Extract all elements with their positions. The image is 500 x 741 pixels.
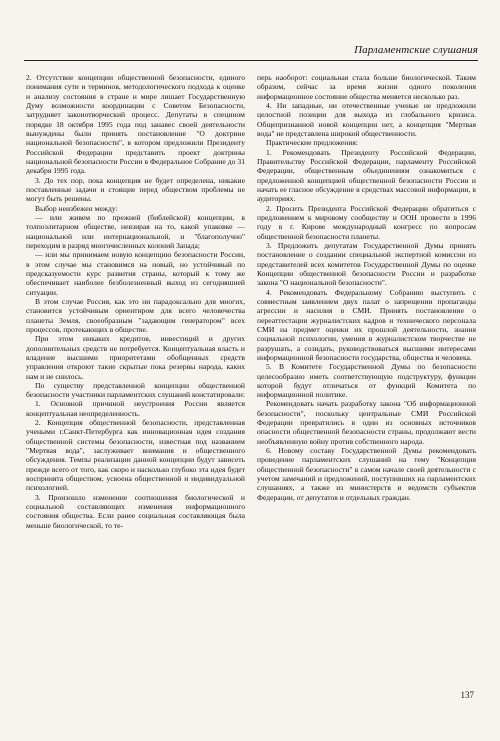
- right-column: [257, 73, 476, 678]
- header-rule: [24, 60, 478, 61]
- paragraph: 6. Новому составу Государственной Думы рекомендовать проведение парламентских слушаний на тему "Концепция общественной безопасности" в самом начале своей деятельности с учетом замечаний и предложений, поступивших на парламентских слушаниях, а также из министерств и ведомств субъектов Федерации, от депутатов и отдельных граждан.: [257, 446, 476, 502]
- paragraph: 5. В Комитете Государственной Думы по безопасности целесообразно иметь соответствующую подструктуру, функции которой будут отличаться от функций Комитета по информационной политике.: [257, 362, 476, 400]
- paragraph: Рекомендовать начать разработку закона "Об информационной безопасности", поскольку центральные СМИ Российской Федерации превратились в один из основных источников опасности общественной безопасности страны, продолжают вести необъявленную войну против собственного народа.: [257, 399, 476, 446]
- paragraph: 4. Ни западные, ни отечественные ученые не предложили целостной позиции для выхода из глобального кризиса. Общепризнанной новой концепции нет, а концепция "Мертвая вода" не представлена широкой общественности.: [257, 100, 476, 138]
- left-column: [26, 73, 245, 678]
- running-header-title: Парламентские слушания: [354, 44, 478, 56]
- paragraph: 4. Рекомендовать Федеральному Собранию выступить с совместным заявлением двух палат о запрещении пропаганды агрессии и насилия в СМИ. Принять постановление о переаттестации журналистских кадров и технического персонала СМИ на предмет оценки их прошлой деятельности, знания социальной психологии, умения в журналистском творчестве не разрушать, а созидать, руководствоваться высшими интересами информационной безопасности государства, общества и человека.: [257, 287, 476, 362]
- paragraph: 3. Произошло изменение соотношения биологической и социальной составляющих изменения информационного состояния общества. Если ранее социальная составляющая была меньше биологической, то те-: [26, 492, 245, 530]
- paragraph: 1. Основной причиной неустроения России является концептуальная неопределенность.: [26, 399, 245, 418]
- paragraph: 3. Предложить депутатам Государственной Думы принять постановление о создании специальной экспертной комиссии из представителей всех комитетов Государственной Думы по оценке Концепции общественной безопасности России и разработке закона "О национальной безопасности".: [257, 240, 476, 288]
- paragraph: При этом никаких кредитов, инвестиций и других дополнительных средств не потребуется. Концептуальная власть и владение высшими приоритетами обобщенных средств управления откроют такие скрытые пока резервы народа, каких нам и не снилось.: [26, 334, 245, 381]
- paragraph: — или живем по прежней (библейской) концепции, в толпоэлитарном обществе, невзирая на то, какой упаковке — национальной или интернациональной, и "благополучно" переходим в разряд многочисленных колоний Запада;: [26, 212, 245, 250]
- paragraph: 2. Отсутствие концепции общественной безопасности, единого понимания сути и терминов, методологического подхода к оценке и анализу состояния в стране и мире лишает Государственную Думу возможности координации с Советом Безопасности, затрудняет законотворческий процесс. Депутаты в специном порядке 18 октября 1995 года под занавес своей деятельности вынуждены были принять постановление "О доктрине национальной безопасности", в котором предложили Президенту Российской Федерации представить проект доктрины национальной безопасности России в Федеральное Собрание до 31 декабря 1995 года.: [26, 73, 245, 176]
- paragraph: 2. Концепция общественной безопасности, представленная учеными г.Санкт-Петербурга как инновационная идея создания общественной системы безопасности, известная под названием "Мертвая вода", заслуживает внимания и общественного обсуждения. Темпы реализации данной концепции будут зависеть прежде всего от того, как скоро и насколько глубоко эта идея будет воспринята обществом, усвоена общественной и индивидуальной психологией.: [26, 418, 245, 493]
- paragraph: 1. Рекомендовать Президенту Российской Федерации, Правительству Российской Федерации, парламенту Российской Федерации, общественным объединениям ознакомиться с предложенной концепцией общественной безопасности России и начать ее гласное обсуждение в средствах массовой информации, в аудиториях.: [257, 147, 476, 204]
- paragraph: Выбор неизбежен между:: [35, 203, 118, 213]
- paragraph: Практические предложения:: [266, 138, 359, 148]
- page-number: 137: [460, 690, 474, 700]
- paragraph: По существу представленной концепции общественной безопасности участники парламентских слушаний констатировали:: [26, 380, 245, 400]
- paragraph: перь наоборот: социальная стала больше биологической. Таким образом, сейчас за время жизни одного поколения информационное состояние общества меняется несколько раз.: [257, 73, 476, 101]
- paragraph: 2. Просить Президента Российской Федерации обратиться с предложением к мировому сообществу и ООН провести в 1996 году в г. Кирове международный конгресс по вопросам общественной безопасности планеты.: [257, 203, 476, 241]
- text-columns: [26, 73, 476, 678]
- paragraph: 3. До тех пор, пока концепция не будет определена, никакие поставленные задачи и стоящие перед обществом проблемы не могут быть решены.: [26, 175, 245, 204]
- paragraph: — или мы принимаем новую концепцию безопасности России, в этом случае мы становимся на новый, но устойчивый по предсказуемости курс развития страны, который к тому же обеспечивает наиболее безболезненный выход из сегодняшней ситуации.: [26, 250, 245, 297]
- paragraph: В этом случае Россия, как это ни парадоксально для многих, становится устойчивым ориентиром для всего человечества планеты Земля, своеобразным "задающим генератором" всех процессов, протекающих в обществе.: [26, 296, 245, 334]
